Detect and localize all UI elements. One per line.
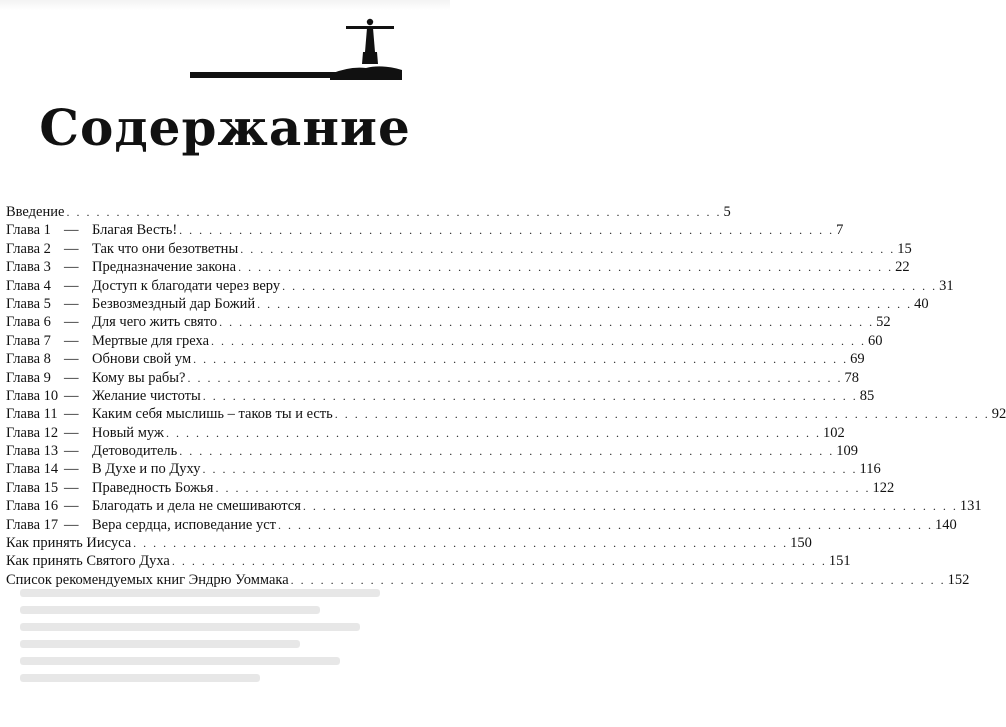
dot-leader: . . . . . . . . . . . . . . . . . . . . . . . . . . . . . . . . . . . . . . . . . . . . . . . . . . . . . . . . . . . . . . . . . .	[257, 296, 913, 311]
toc-entry-label: Глава 2	[6, 240, 51, 257]
toc-entry-dash: —	[64, 461, 79, 478]
toc-entry-label: Глава 12	[6, 424, 59, 441]
toc-entry-dash: —	[64, 406, 79, 423]
toc-entry-page: 78	[844, 369, 859, 386]
dot-leader: . . . . . . . . . . . . . . . . . . . . . . . . . . . . . . . . . . . . . . . . . . . . . . . . . . . . . . . . . . . . . . . . . .	[219, 315, 875, 330]
toc-entry-page: 150	[790, 535, 812, 552]
toc-entry	[6, 240, 912, 258]
toc-entry-title: Обнови свой ум	[92, 351, 192, 368]
dot-leader: . . . . . . . . . . . . . . . . . . . . . . . . . . . . . . . . . . . . . . . . . . . . . . . . . . . . . . . . . . . . . . . . . .	[187, 370, 843, 385]
dot-leader: . . . . . . . . . . . . . . . . . . . . . . . . . . . . . . . . . . . . . . . . . . . . . . . . . . . . . . . . . . . . . . . . . .	[171, 554, 827, 569]
toc-entry-label: Глава 10	[6, 387, 59, 404]
toc-entry-label: Список рекомендуемых книг Эндрю Уоммака	[6, 571, 289, 588]
dot-leader: . . . . . . . . . . . . . . . . . . . . . . . . . . . . . . . . . . . . . . . . . . . . . . . . . . . . . . . . . . . . . . . . . .	[277, 517, 933, 532]
toc-entry-title: Каким себя мыслишь – таков ты и есть	[92, 406, 333, 423]
toc-entry-title: Предназначение закона	[92, 259, 237, 276]
toc-entry-page: 85	[859, 387, 875, 404]
toc-entry	[6, 405, 1006, 423]
toc-entry-label: Введение	[6, 204, 65, 220]
table-of-contents	[6, 203, 1006, 589]
toc-entry-dash: —	[64, 240, 79, 257]
toc-entry-page: 152	[947, 571, 970, 588]
bleed-through-text	[20, 580, 420, 690]
toc-entry-label: Глава 4	[6, 277, 51, 294]
toc-entry-label: Как принять Святого Духа	[6, 553, 170, 570]
toc-entry-dash: —	[64, 314, 79, 331]
toc-entry-label: Глава 17	[6, 516, 59, 533]
toc-entry-page: 116	[859, 461, 881, 478]
toc-entry-page: 131	[959, 498, 982, 515]
christ-redeemer-statue-icon	[330, 8, 402, 80]
toc-entry	[6, 497, 982, 515]
toc-entry	[6, 387, 875, 405]
header-rule	[190, 72, 400, 78]
toc-entry-dash: —	[64, 516, 79, 533]
toc-entry-label: Глава 11	[6, 406, 58, 423]
toc-entry-page: 151	[828, 553, 851, 570]
toc-entry	[6, 460, 881, 478]
toc-entry-dash: —	[64, 479, 79, 496]
toc-entry-label: Глава 6	[6, 314, 51, 331]
dot-leader: . . . . . . . . . . . . . . . . . . . . . . . . . . . . . . . . . . . . . . . . . . . . . . . . . . . . . . . . . . . . . . . . . .	[282, 278, 938, 293]
toc-entry	[6, 203, 731, 221]
toc-entry-title: Так что они безответны	[92, 240, 239, 257]
toc-entry-page: 52	[876, 314, 891, 331]
toc-entry-dash: —	[64, 443, 79, 460]
toc-entry-page: 69	[850, 351, 865, 368]
toc-entry-page: 122	[872, 479, 895, 496]
toc-entry	[6, 221, 844, 239]
toc-entry	[6, 295, 929, 313]
toc-entry-label: Глава 16	[6, 498, 59, 515]
toc-entry-dash: —	[64, 369, 79, 386]
toc-entry-title: Доступ к благодати через веру	[92, 277, 281, 294]
toc-entry-label: Глава 8	[6, 351, 51, 368]
toc-entry-page: 15	[897, 240, 912, 257]
toc-entry-title: Мертвые для греха	[92, 332, 210, 349]
toc-entry	[6, 424, 845, 442]
toc-entry-dash: —	[64, 222, 79, 239]
toc-entry-page: 102	[822, 424, 845, 441]
toc-entry	[6, 516, 957, 534]
toc-entry	[6, 277, 954, 295]
toc-entry-dash: —	[64, 351, 79, 368]
toc-entry-dash: —	[64, 277, 79, 294]
toc-entry-page: 109	[836, 443, 858, 460]
toc-entry-label: Глава 5	[6, 295, 51, 312]
dot-leader: . . . . . . . . . . . . . . . . . . . . . . . . . . . . . . . . . . . . . . . . . . . . . . . . . . . . . . . . . . . . . . . . . .	[193, 352, 849, 367]
dot-leader: . . . . . . . . . . . . . . . . . . . . . . . . . . . . . . . . . . . . . . . . . . . . . . . . . . . . . . . . . . . . . . . . . .	[211, 333, 867, 348]
toc-entry-page: 7	[836, 222, 844, 239]
dot-leader: . . . . . . . . . . . . . . . . . . . . . . . . . . . . . . . . . . . . . . . . . . . . . . . . . . . . . . . . . . . . . . . . . .	[165, 425, 821, 440]
dot-leader: . . . . . . . . . . . . . . . . . . . . . . . . . . . . . . . . . . . . . . . . . . . . . . . . . . . . . . . . . . . . . . . . . .	[202, 388, 858, 403]
dot-leader: . . . . . . . . . . . . . . . . . . . . . . . . . . . . . . . . . . . . . . . . . . . . . . . . . . . . . . . . . . . . . . . . . .	[334, 407, 990, 422]
toc-entry	[6, 258, 910, 276]
dot-leader: . . . . . . . . . . . . . . . . . . . . . . . . . . . . . . . . . . . . . . . . . . . . . . . . . . . . . . . . . . . . . . . . . .	[179, 444, 835, 459]
toc-entry-page: 5	[723, 204, 731, 220]
toc-entry-dash: —	[64, 387, 79, 404]
toc-entry	[6, 369, 859, 387]
toc-entry-title: Для чего жить свято	[92, 314, 218, 331]
dot-leader: . . . . . . . . . . . . . . . . . . . . . . . . . . . . . . . . . . . . . . . . . . . . . . . . . . . . . . . . . . . . . . . . . .	[215, 480, 871, 495]
dot-leader: . . . . . . . . . . . . . . . . . . . . . . . . . . . . . . . . . . . . . . . . . . . . . . . . . . . . . . . . . . . . . . . . . .	[202, 462, 858, 477]
toc-entry-label: Глава 1	[6, 222, 51, 239]
toc-entry	[6, 350, 865, 368]
toc-entry-label: Как принять Иисуса	[6, 535, 132, 552]
toc-entry-title: Праведность Божья	[92, 479, 214, 496]
toc-entry	[6, 552, 851, 570]
toc-entry	[6, 332, 883, 350]
toc-entry-dash: —	[64, 424, 79, 441]
toc-entry-dash: —	[64, 332, 79, 349]
toc-entry-dash: —	[64, 259, 79, 276]
toc-entry-title: Желание чистоты	[92, 387, 201, 404]
toc-entry-page: 40	[914, 295, 929, 312]
toc-entry-title: Детоводитель	[92, 443, 178, 460]
toc-entry-label: Глава 7	[6, 332, 51, 349]
toc-entry-label: Глава 3	[6, 259, 51, 276]
dot-leader: . . . . . . . . . . . . . . . . . . . . . . . . . . . . . . . . . . . . . . . . . . . . . . . . . . . . . . . . . . . . . . . . . .	[133, 536, 789, 551]
toc-entry-title: В Духе и по Духу	[92, 461, 201, 478]
dot-leader: . . . . . . . . . . . . . . . . . . . . . . . . . . . . . . . . . . . . . . . . . . . . . . . . . . . . . . . . . . . . . . . . . .	[179, 223, 835, 238]
toc-entry-title: Благодать и дела не смешиваются	[92, 498, 301, 515]
toc-entry-page: 31	[939, 277, 954, 294]
toc-entry-page: 92	[991, 406, 1006, 423]
toc-entry-page: 140	[934, 516, 957, 533]
toc-entry-page: 60	[868, 332, 883, 349]
page-title: Содержание	[39, 98, 411, 157]
toc-entry	[6, 313, 891, 331]
toc-entry-label: Глава 14	[6, 461, 59, 478]
dot-leader: . . . . . . . . . . . . . . . . . . . . . . . . . . . . . . . . . . . . . . . . . . . . . . . . . . . . . . . . . . . . . . . . . .	[240, 241, 896, 256]
toc-entry-page: 22	[895, 259, 910, 276]
toc-entry-dash: —	[64, 295, 79, 312]
dot-leader: . . . . . . . . . . . . . . . . . . . . . . . . . . . . . . . . . . . . . . . . . . . . . . . . . . . . . . . . . . . . . . . . . .	[238, 260, 894, 275]
toc-entry	[6, 442, 858, 460]
toc-entry-label: Глава 9	[6, 369, 51, 386]
toc-entry-title: Кому вы рабы?	[92, 369, 186, 386]
toc-entry	[6, 479, 895, 497]
toc-entry-title: Новый муж	[92, 424, 164, 441]
toc-entry-dash: —	[64, 498, 79, 515]
toc-entry	[6, 534, 812, 552]
dot-leader: . . . . . . . . . . . . . . . . . . . . . . . . . . . . . . . . . . . . . . . . . . . . . . . . . . . . . . . . . . . . . . . . . .	[290, 572, 946, 587]
dot-leader: . . . . . . . . . . . . . . . . . . . . . . . . . . . . . . . . . . . . . . . . . . . . . . . . . . . . . . . . . . . . . . . . . .	[302, 499, 958, 514]
toc-entry-title: Вера сердца, исповедание уст	[92, 516, 276, 533]
toc-entry-label: Глава 13	[6, 443, 59, 460]
toc-entry-title: Безвозмездный дар Божий	[92, 295, 256, 312]
toc-entry-title: Благая Весть!	[92, 222, 178, 239]
toc-entry-label: Глава 15	[6, 479, 59, 496]
dot-leader: . . . . . . . . . . . . . . . . . . . . . . . . . . . . . . . . . . . . . . . . . . . . . . . . . . . . . . . . . . . . . . . . . .	[66, 205, 722, 219]
